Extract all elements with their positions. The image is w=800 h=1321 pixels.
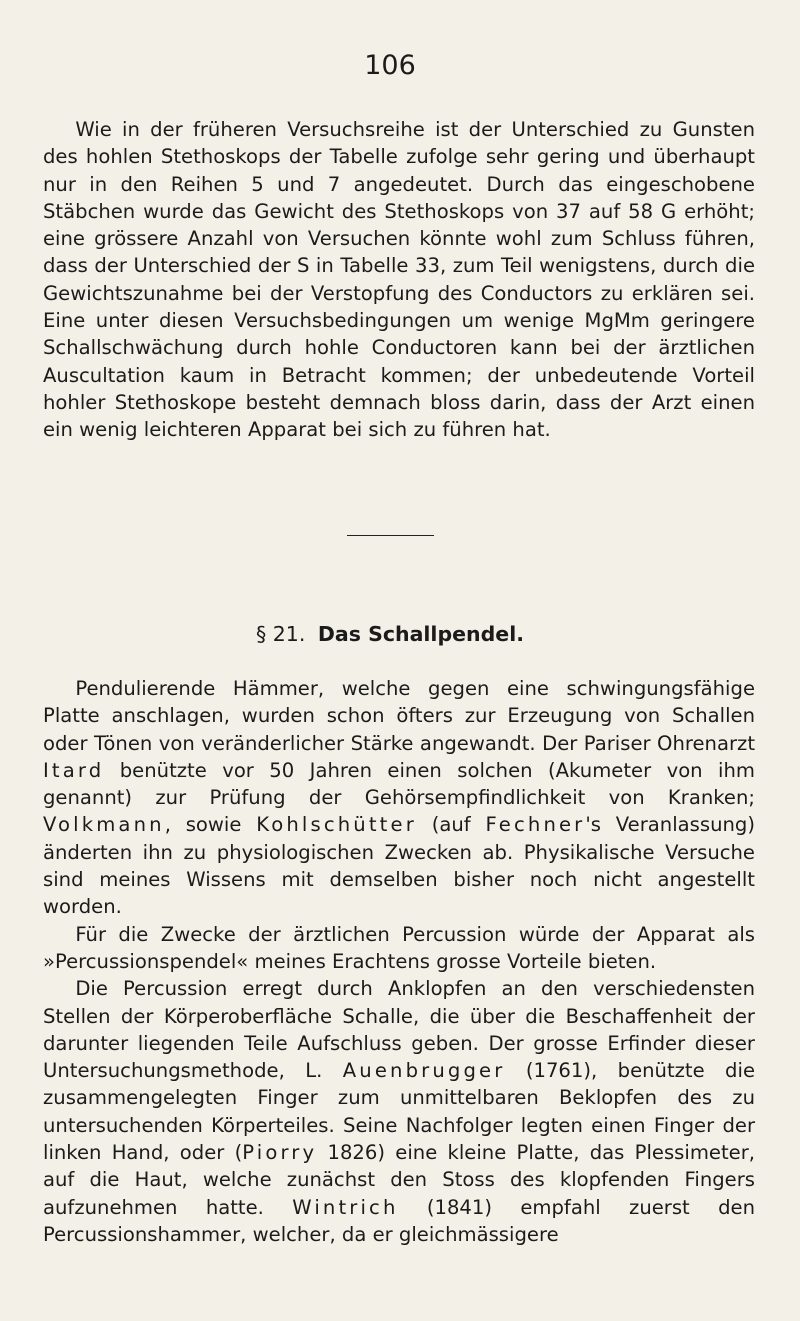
section-number: 21. xyxy=(272,622,306,646)
paragraph: Die Percussion erregt durch Anklopfen an den verschiedensten Stellen der Körperoberfläche Schalle, die über die Beschaffenheit der darunter liegenden Teile Aufschluss geben. Der grosse Erfinder dieser Untersuchungsmethode, L. Auenbrugger (1761), benützte die zusammengelegten Finger zum unmittelbaren Beklopfen des zu untersuchenden Körperteiles. Seine Nachfolger legten einen Finger der linken Hand, oder (Piorry 1826) eine kleine Platte, das Plessimeter, auf die Haut, welche zunächst den Stoss des klopfenden Fingers aufzunehmen hatte. Wintrich (1841) empfahl zuerst den Percussionshammer, welcher, da er gleichmässigere xyxy=(43,977,755,1246)
paragraph: Pendulierende Hämmer, welche gegen eine schwingungsfähige Platte anschlagen, wurden schon öfters zur Erzeugung von Schallen oder Tönen von veränderlicher Stärke angewandt. Der Pariser Ohrenarzt Itard benützte vor 50 Jahren einen solchen (Akumeter von ihm genannt) zur Prüfung der Gehörsempfindlichkeit von Kranken; Volkmann, sowie Kohlschütter (auf Fechner's Veranlassung) änderten ihn zu physiologischen Zwecken ab. Physikalische Versuche sind meines Wissens mit demselben bisher noch nicht angestellt worden. xyxy=(43,677,755,919)
author-name: Piorry xyxy=(242,1141,318,1165)
author-name: Volkmann xyxy=(43,813,165,837)
text-block-upper xyxy=(43,116,755,444)
section-heading xyxy=(0,620,780,648)
text-block-lower xyxy=(43,675,755,1248)
author-name: Kohlschütter xyxy=(256,813,417,837)
author-name: Wintrich xyxy=(292,1195,399,1219)
section-symbol: § xyxy=(255,622,267,646)
author-name: Auenbrugger xyxy=(342,1059,506,1083)
author-name: Fechner xyxy=(485,813,586,837)
paragraph: Wie in der früheren Versuchsreihe ist der Unterschied zu Gunsten des hohlen Stethoskops der Tabelle zufolge sehr gering und überhaupt nur in den Reihen 5 und 7 angedeutet. Durch das eingeschobene Stäbchen wurde das Gewicht des Stethoskops von 37 auf 58 G erhöht; eine grössere Anzahl von Versuchen könnte wohl zum Schluss führen, dass der Unterschied der S in Tabelle 33, zum Teil wenigstens, durch die Gewichtszunahme bei der Verstopfung des Conductors zu erklären sei. Eine unter diesen Versuchsbedingungen um wenige MgMm geringere Schallschwächung durch hohle Conductoren kann bei der ärztlichen Auscultation kaum in Betracht kommen; der unbedeutende Vorteil hohler Stethoskope besteht demnach bloss darin, dass der Arzt einen ein wenig leichteren Apparat bei sich zu führen hat. xyxy=(43,118,755,442)
author-name: Itard xyxy=(43,758,105,782)
page-number: 106 xyxy=(364,50,416,81)
paragraph: Für die Zwecke der ärztlichen Percussion würde der Apparat als »Percussionspendel« meines Erachtens grosse Vorteile bieten. xyxy=(43,922,755,973)
section-divider xyxy=(347,535,434,536)
section-title: Das Schallpendel. xyxy=(317,622,525,646)
